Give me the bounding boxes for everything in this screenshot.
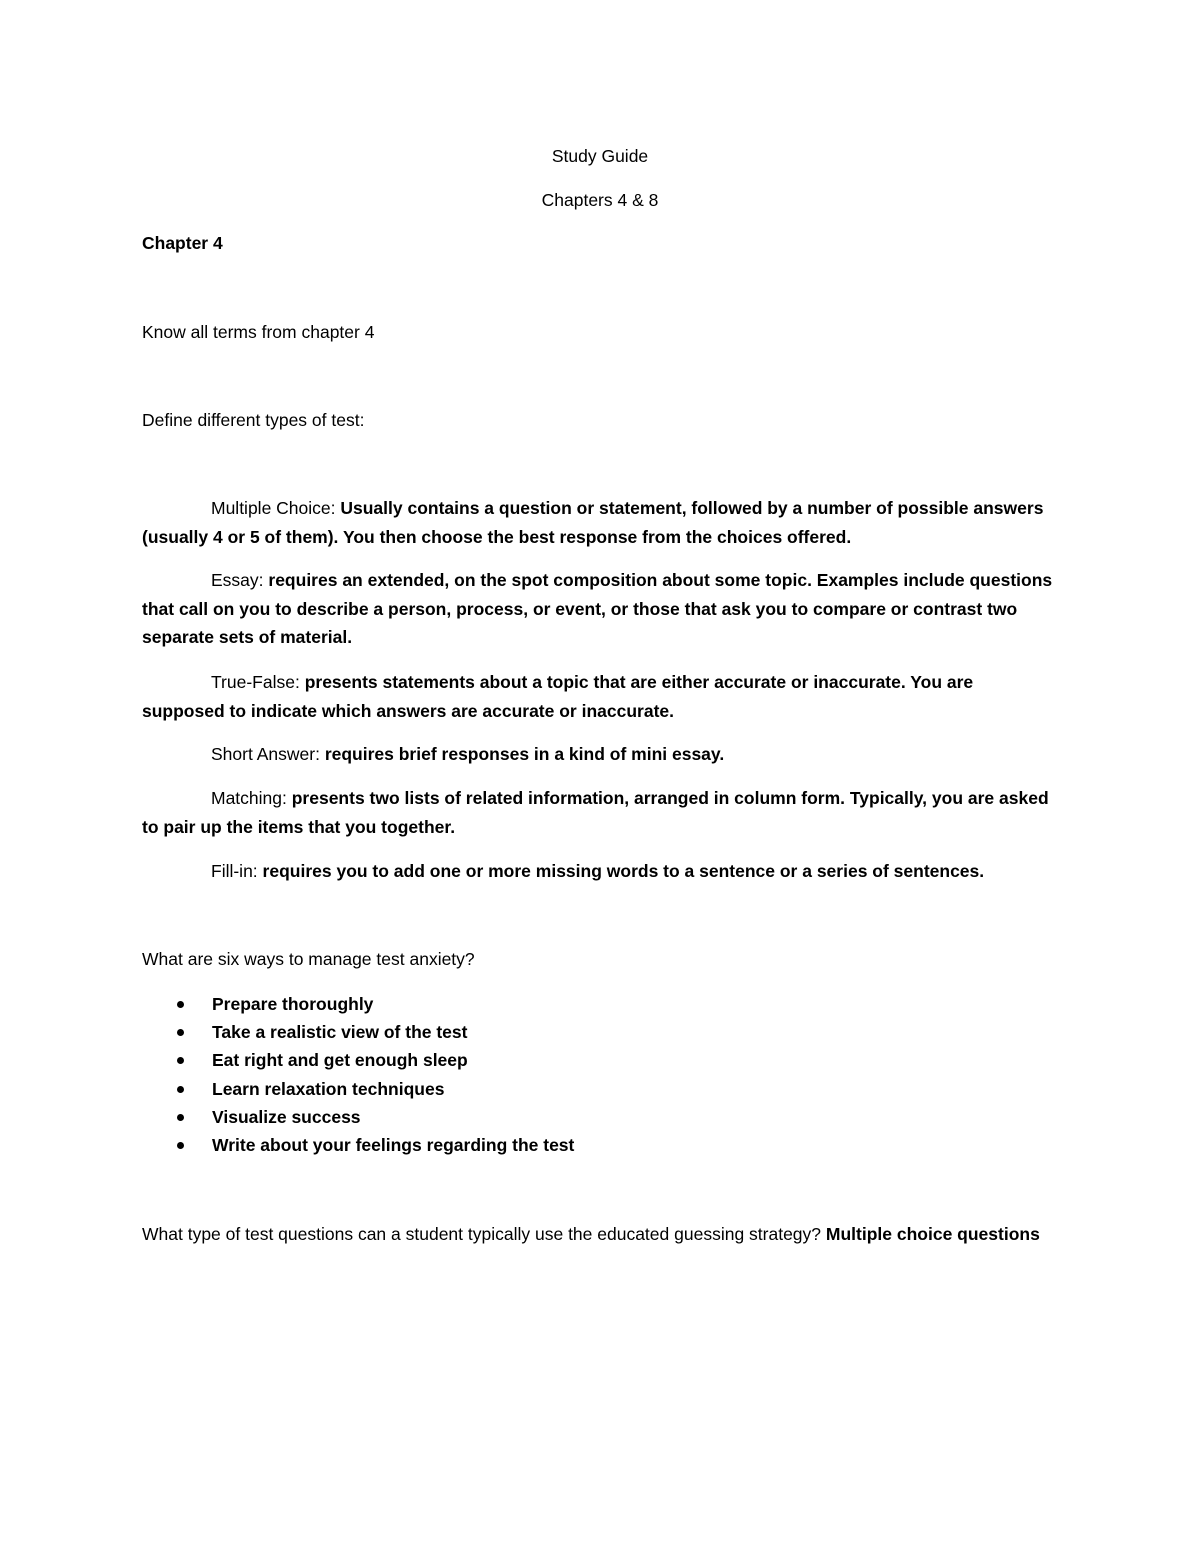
list-item: Prepare thoroughly — [142, 990, 574, 1018]
anxiety-question: What are six ways to manage test anxiety? — [142, 949, 475, 969]
guessing-question-paragraph — [142, 1220, 1057, 1249]
test-type-essay — [142, 566, 1057, 652]
test-type-short-answer — [142, 740, 1057, 769]
document-subtitle: Chapters 4 & 8 — [541, 190, 659, 210]
test-type-definition: requires an extended, on the spot composition about some topic. Examples include questions that call on you to describe a person, process, or event, or those that ask you to compare or contrast two separate sets of material. — [142, 570, 1053, 647]
bullet-icon — [177, 1001, 184, 1008]
test-type-multiple-choice — [142, 494, 1057, 551]
test-type-matching — [142, 784, 1057, 841]
test-type-term: Short Answer: — [211, 744, 320, 764]
test-type-definition: presents statements about a topic that are either accurate or inaccurate. You are supposed to indicate which answers are accurate or inaccurate. — [142, 672, 974, 721]
bullet-icon — [177, 1114, 184, 1121]
bullet-icon — [177, 1086, 184, 1093]
bullet-icon — [177, 1057, 184, 1064]
test-type-term: True-False: — [211, 672, 300, 692]
list-item: Eat right and get enough sleep — [142, 1046, 574, 1074]
list-item: Visualize success — [142, 1103, 574, 1131]
document-title: Study Guide — [551, 146, 649, 166]
guessing-answer: Multiple choice questions — [825, 1224, 1040, 1244]
chapter-heading: Chapter 4 — [142, 233, 223, 253]
list-item: Write about your feelings regarding the test — [142, 1131, 574, 1159]
guessing-question: What type of test questions can a student typically use the educated guessing strategy? — [142, 1224, 822, 1244]
test-type-definition: Usually contains a question or statement, followed by a number of possible answers (usually 4 or 5 of them). You then choose the best response from the choices offered. — [142, 498, 1044, 547]
anxiety-answer-list — [142, 990, 574, 1159]
test-type-definition: requires you to add one or more missing words to a sentence or a series of sentences. — [257, 861, 985, 881]
test-type-term: Essay: — [211, 570, 264, 590]
bullet-icon — [177, 1029, 184, 1036]
test-type-definition: requires brief responses in a kind of mini essay. — [319, 744, 725, 764]
test-type-term: Multiple Choice: — [211, 498, 336, 518]
test-type-definition: presents two lists of related information, arranged in column form. Typically, you are asked to pair up the items that you together. — [142, 788, 1049, 837]
list-item: Take a realistic view of the test — [142, 1018, 574, 1046]
test-type-true-false — [142, 668, 1057, 725]
define-prompt: Define different types of test: — [142, 410, 365, 430]
test-type-fill-in — [142, 857, 1057, 886]
know-terms-text: Know all terms from chapter 4 — [142, 322, 375, 342]
list-item: Learn relaxation techniques — [142, 1075, 574, 1103]
test-type-term: Matching: — [211, 788, 287, 808]
test-type-term: Fill-in: — [211, 861, 258, 881]
bullet-icon — [177, 1142, 184, 1149]
